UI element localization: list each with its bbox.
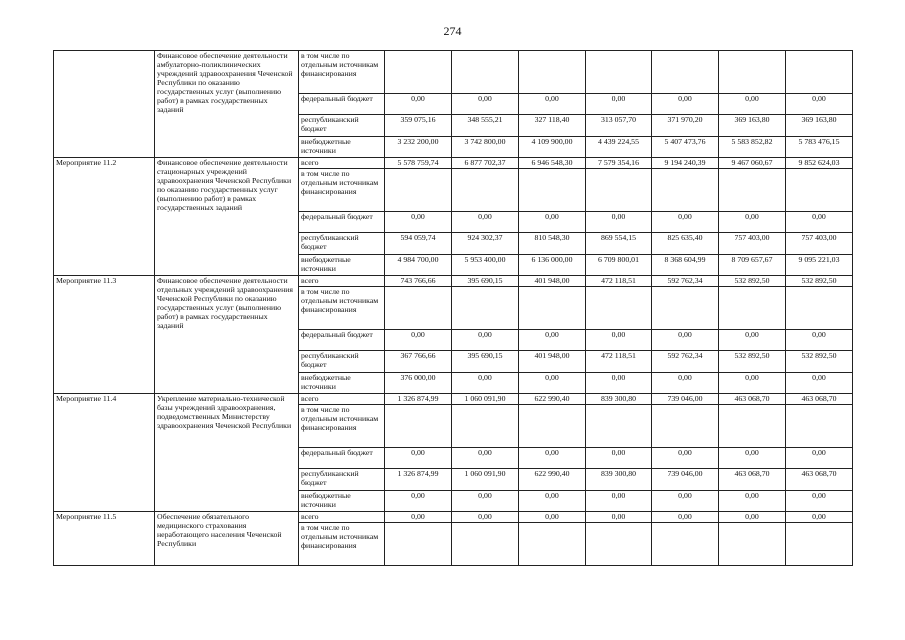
amount-cell: 622 990,40 xyxy=(519,469,586,491)
amount-cell: 9 852 624,03 xyxy=(786,158,853,169)
amount-cell xyxy=(452,405,519,448)
amount-cell: 0,00 xyxy=(719,448,786,469)
amount-cell xyxy=(385,51,452,94)
amount-cell: 739 046,00 xyxy=(652,394,719,405)
amount-cell: 0,00 xyxy=(786,212,853,233)
funding-source-label: федеральный бюджет xyxy=(299,330,385,351)
amount-cell xyxy=(385,169,452,212)
amount-cell xyxy=(652,169,719,212)
amount-cell: 463 068,70 xyxy=(719,394,786,405)
amount-cell: 3 742 800,00 xyxy=(452,137,519,158)
amount-cell: 6 136 000,00 xyxy=(519,255,586,276)
amount-cell: 0,00 xyxy=(586,330,652,351)
amount-cell: 0,00 xyxy=(519,212,586,233)
amount-cell: 0,00 xyxy=(519,448,586,469)
funding-source-label: в том числе по отдельным источникам финансирования xyxy=(299,169,385,212)
activity-label: Мероприятие 11.2 xyxy=(54,158,155,276)
funding-source-label: всего xyxy=(299,276,385,287)
amount-cell: 0,00 xyxy=(719,512,786,523)
activity-label: Мероприятие 11.4 xyxy=(54,394,155,512)
amount-cell: 739 046,00 xyxy=(652,469,719,491)
amount-cell: 359 075,16 xyxy=(385,115,452,137)
amount-cell: 810 548,30 xyxy=(519,233,586,255)
amount-cell: 5 953 400,00 xyxy=(452,255,519,276)
amount-cell: 0,00 xyxy=(452,448,519,469)
amount-cell: 5 583 852,82 xyxy=(719,137,786,158)
amount-cell: 369 163,80 xyxy=(719,115,786,137)
amount-cell: 839 300,80 xyxy=(586,469,652,491)
activity-description: Обеспечение обязательного медицинского страхования неработающего населения Чеченской Республики xyxy=(155,512,299,566)
amount-cell: 369 163,80 xyxy=(786,115,853,137)
amount-cell xyxy=(652,405,719,448)
funding-source-label: внебюджетные источники xyxy=(299,255,385,276)
amount-cell xyxy=(652,523,719,566)
amount-cell xyxy=(519,51,586,94)
amount-cell: 0,00 xyxy=(652,373,719,394)
amount-cell xyxy=(385,287,452,330)
amount-cell: 0,00 xyxy=(786,448,853,469)
amount-cell: 839 300,80 xyxy=(586,394,652,405)
amount-cell xyxy=(786,405,853,448)
amount-cell: 0,00 xyxy=(385,512,452,523)
amount-cell: 0,00 xyxy=(652,212,719,233)
amount-cell: 4 439 224,55 xyxy=(586,137,652,158)
amount-cell: 0,00 xyxy=(586,491,652,512)
amount-cell: 825 635,40 xyxy=(652,233,719,255)
amount-cell: 463 068,70 xyxy=(786,469,853,491)
amount-cell xyxy=(719,169,786,212)
amount-cell: 592 762,34 xyxy=(652,276,719,287)
amount-cell: 0,00 xyxy=(586,512,652,523)
amount-cell: 0,00 xyxy=(519,330,586,351)
amount-cell: 463 068,70 xyxy=(719,469,786,491)
activity-label xyxy=(54,51,155,158)
amount-cell: 8 709 657,67 xyxy=(719,255,786,276)
amount-cell: 0,00 xyxy=(719,212,786,233)
amount-cell xyxy=(786,287,853,330)
funding-source-label: всего xyxy=(299,512,385,523)
amount-cell xyxy=(385,405,452,448)
amount-cell xyxy=(452,287,519,330)
amount-cell: 0,00 xyxy=(652,94,719,115)
amount-cell: 0,00 xyxy=(385,212,452,233)
amount-cell: 6 946 548,30 xyxy=(519,158,586,169)
activity-description: Финансовое обеспечение деятельности амбулаторно-поликлинических учреждений здравоохранения Чеченской Республики по оказанию государственных услуг (выполнению работ) в рамках государственных заданий xyxy=(155,51,299,158)
amount-cell: 0,00 xyxy=(652,491,719,512)
amount-cell xyxy=(586,405,652,448)
amount-cell xyxy=(586,169,652,212)
amount-cell: 0,00 xyxy=(586,94,652,115)
amount-cell: 0,00 xyxy=(719,330,786,351)
amount-cell xyxy=(719,523,786,566)
page-number: 274 xyxy=(443,24,462,38)
amount-cell xyxy=(519,405,586,448)
amount-cell: 367 766,66 xyxy=(385,351,452,373)
amount-cell: 5 407 473,76 xyxy=(652,137,719,158)
amount-cell: 0,00 xyxy=(586,448,652,469)
amount-cell: 532 892,50 xyxy=(719,276,786,287)
amount-cell: 0,00 xyxy=(652,330,719,351)
amount-cell: 743 766,66 xyxy=(385,276,452,287)
amount-cell: 0,00 xyxy=(452,512,519,523)
activity-label: Мероприятие 11.5 xyxy=(54,512,155,566)
amount-cell: 313 057,70 xyxy=(586,115,652,137)
amount-cell: 532 892,50 xyxy=(786,276,853,287)
funding-source-label: внебюджетные источники xyxy=(299,137,385,158)
table-row xyxy=(54,512,853,523)
amount-cell: 0,00 xyxy=(519,491,586,512)
amount-cell: 8 368 604,99 xyxy=(652,255,719,276)
funding-source-label: в том числе по отдельным источникам финансирования xyxy=(299,405,385,448)
funding-source-label: всего xyxy=(299,158,385,169)
amount-cell: 0,00 xyxy=(452,373,519,394)
amount-cell: 6 877 702,37 xyxy=(452,158,519,169)
amount-cell: 869 554,15 xyxy=(586,233,652,255)
amount-cell: 4 109 900,00 xyxy=(519,137,586,158)
amount-cell: 0,00 xyxy=(452,491,519,512)
amount-cell: 1 060 091,90 xyxy=(452,469,519,491)
amount-cell: 4 984 700,00 xyxy=(385,255,452,276)
amount-cell: 5 578 759,74 xyxy=(385,158,452,169)
amount-cell: 395 690,15 xyxy=(452,276,519,287)
amount-cell xyxy=(586,51,652,94)
amount-cell xyxy=(786,169,853,212)
amount-cell: 348 555,21 xyxy=(452,115,519,137)
amount-cell: 0,00 xyxy=(385,491,452,512)
funding-source-label: в том числе по отдельным источникам финансирования xyxy=(299,523,385,566)
amount-cell: 0,00 xyxy=(586,212,652,233)
funding-source-label: республиканский бюджет xyxy=(299,351,385,373)
amount-cell: 376 000,00 xyxy=(385,373,452,394)
amount-cell: 1 060 091,90 xyxy=(452,394,519,405)
amount-cell: 401 948,00 xyxy=(519,351,586,373)
amount-cell: 0,00 xyxy=(385,330,452,351)
amount-cell: 5 783 476,15 xyxy=(786,137,853,158)
funding-source-label: внебюджетные источники xyxy=(299,373,385,394)
funding-source-label: республиканский бюджет xyxy=(299,115,385,137)
budget-table xyxy=(53,50,853,566)
amount-cell: 0,00 xyxy=(719,373,786,394)
funding-source-label: в том числе по отдельным источникам финансирования xyxy=(299,51,385,94)
amount-cell: 6 709 800,01 xyxy=(586,255,652,276)
amount-cell xyxy=(719,51,786,94)
funding-source-label: всего xyxy=(299,394,385,405)
activity-description: Финансовое обеспечение деятельности отдельных учреждений здравоохранения Чеченской Республики по оказанию государственных услуг (выполнению работ) в рамках государственных заданий xyxy=(155,276,299,394)
amount-cell: 532 892,50 xyxy=(719,351,786,373)
funding-source-label: федеральный бюджет xyxy=(299,212,385,233)
amount-cell xyxy=(385,523,452,566)
amount-cell xyxy=(719,405,786,448)
amount-cell: 924 302,37 xyxy=(452,233,519,255)
table-row xyxy=(54,394,853,405)
amount-cell xyxy=(719,287,786,330)
amount-cell xyxy=(519,523,586,566)
amount-cell: 9 095 221,03 xyxy=(786,255,853,276)
amount-cell: 0,00 xyxy=(786,330,853,351)
amount-cell xyxy=(519,169,586,212)
amount-cell: 0,00 xyxy=(786,491,853,512)
amount-cell: 0,00 xyxy=(519,373,586,394)
amount-cell xyxy=(786,523,853,566)
amount-cell: 463 068,70 xyxy=(786,394,853,405)
amount-cell: 594 059,74 xyxy=(385,233,452,255)
amount-cell: 0,00 xyxy=(519,94,586,115)
amount-cell: 0,00 xyxy=(652,448,719,469)
amount-cell xyxy=(652,287,719,330)
amount-cell: 0,00 xyxy=(452,330,519,351)
amount-cell: 0,00 xyxy=(452,94,519,115)
amount-cell xyxy=(519,287,586,330)
funding-source-label: федеральный бюджет xyxy=(299,94,385,115)
amount-cell xyxy=(786,51,853,94)
amount-cell: 401 948,00 xyxy=(519,276,586,287)
amount-cell: 472 118,51 xyxy=(586,276,652,287)
amount-cell: 0,00 xyxy=(452,212,519,233)
amount-cell xyxy=(452,169,519,212)
amount-cell: 0,00 xyxy=(652,512,719,523)
amount-cell: 0,00 xyxy=(519,512,586,523)
amount-cell xyxy=(452,51,519,94)
amount-cell xyxy=(586,523,652,566)
amount-cell xyxy=(586,287,652,330)
amount-cell: 9 467 060,67 xyxy=(719,158,786,169)
amount-cell: 592 762,34 xyxy=(652,351,719,373)
amount-cell: 3 232 200,00 xyxy=(385,137,452,158)
amount-cell xyxy=(452,523,519,566)
funding-source-label: республиканский бюджет xyxy=(299,469,385,491)
funding-source-label: федеральный бюджет xyxy=(299,448,385,469)
amount-cell: 327 118,40 xyxy=(519,115,586,137)
amount-cell: 0,00 xyxy=(385,448,452,469)
amount-cell: 0,00 xyxy=(786,94,853,115)
amount-cell: 395 690,15 xyxy=(452,351,519,373)
amount-cell: 0,00 xyxy=(385,94,452,115)
amount-cell: 0,00 xyxy=(586,373,652,394)
funding-source-label: республиканский бюджет xyxy=(299,233,385,255)
amount-cell: 757 403,00 xyxy=(786,233,853,255)
table-row xyxy=(54,158,853,169)
amount-cell: 0,00 xyxy=(719,94,786,115)
table-row xyxy=(54,51,853,94)
amount-cell: 0,00 xyxy=(786,373,853,394)
activity-label: Мероприятие 11.3 xyxy=(54,276,155,394)
funding-source-label: в том числе по отдельным источникам финансирования xyxy=(299,287,385,330)
funding-source-label: внебюджетные источники xyxy=(299,491,385,512)
amount-cell: 0,00 xyxy=(719,491,786,512)
amount-cell: 7 579 354,16 xyxy=(586,158,652,169)
amount-cell: 0,00 xyxy=(786,512,853,523)
amount-cell: 757 403,00 xyxy=(719,233,786,255)
amount-cell: 622 990,40 xyxy=(519,394,586,405)
amount-cell: 371 970,20 xyxy=(652,115,719,137)
table-row xyxy=(54,276,853,287)
amount-cell: 532 892,50 xyxy=(786,351,853,373)
amount-cell: 1 326 874,99 xyxy=(385,469,452,491)
amount-cell xyxy=(652,51,719,94)
amount-cell: 9 194 240,39 xyxy=(652,158,719,169)
activity-description: Укрепление материально-технической базы учреждений здравоохранения, подведомственных Министерству здравоохранения Чеченской Республики xyxy=(155,394,299,512)
amount-cell: 1 326 874,99 xyxy=(385,394,452,405)
amount-cell: 472 118,51 xyxy=(586,351,652,373)
activity-description: Финансовое обеспечение деятельности стационарных учреждений здравоохранения Чеченской Республики по оказанию государственных услуг (выполнению работ) в рамках государственных заданий xyxy=(155,158,299,276)
